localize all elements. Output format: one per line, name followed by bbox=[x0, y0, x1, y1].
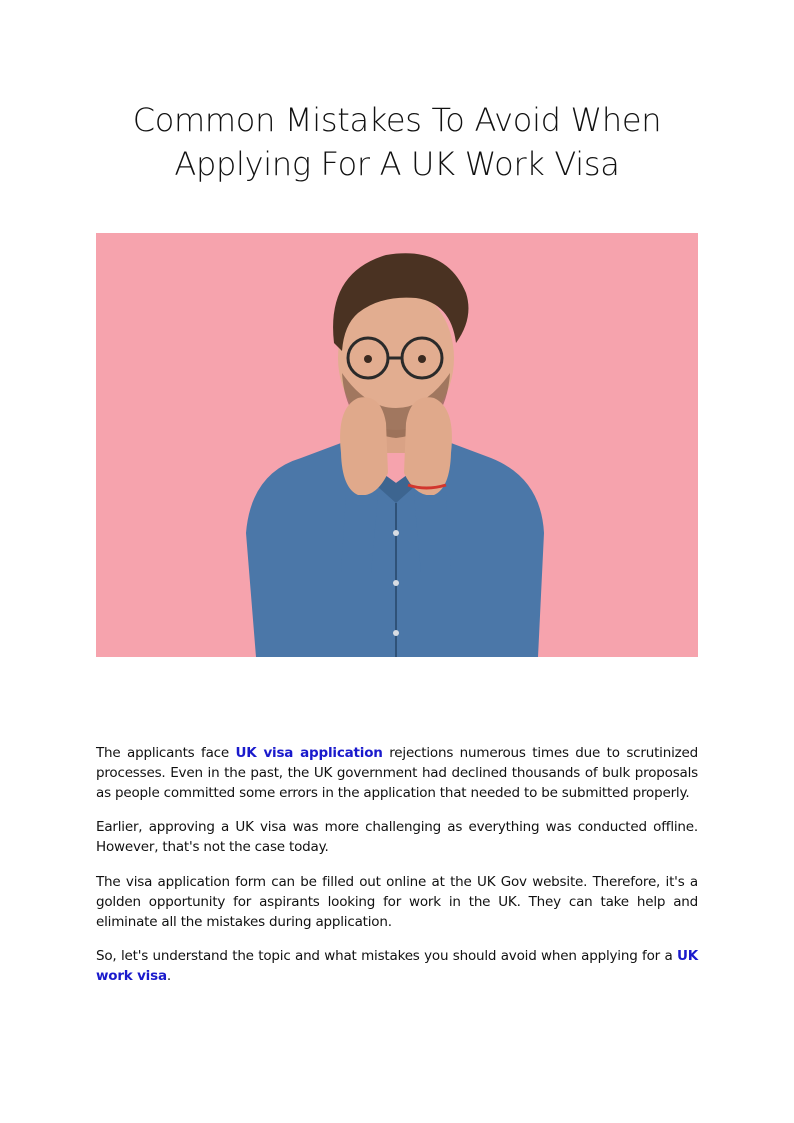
paragraph-1-text-end: rejections numerous times due to scrutinized processes. Even in the past, the UK government had declined thousands of bulk proposals as people committed some errors in the application that needed to be submitted properly. bbox=[96, 745, 698, 801]
uk-work-visa-link[interactable]: UK work visa bbox=[96, 948, 698, 985]
uk-visa-application-link[interactable]: UK visa application bbox=[235, 745, 383, 761]
page-title bbox=[96, 98, 698, 186]
hero-image bbox=[96, 233, 698, 657]
paragraph-2: Earlier, approving a UK visa was more challenging as everything was conducted offline. However, that's not the case today. bbox=[96, 819, 698, 856]
title-line-1: Common Mistakes To Avoid When bbox=[132, 101, 662, 139]
paragraph-1-text-start: The applicants face bbox=[96, 745, 236, 761]
paragraph-1 bbox=[96, 744, 698, 803]
article-body bbox=[96, 744, 698, 1002]
paragraph-3: The visa application form can be filled out online at the UK Gov website. Therefore, it's a golden opportunity for aspirants looking for work in the UK. They can take help and eliminate all the mistakes during application. bbox=[96, 873, 698, 930]
paragraph-4-text-end: . bbox=[166, 968, 171, 985]
paragraph-4-text-start: So, let's understand the topic and what mistakes you should avoid when applying for a bbox=[96, 948, 677, 965]
paragraph-4 bbox=[96, 947, 698, 987]
title-line-2: Applying For A UK Work Visa bbox=[174, 145, 620, 183]
worried-man-photo-icon bbox=[96, 233, 698, 657]
